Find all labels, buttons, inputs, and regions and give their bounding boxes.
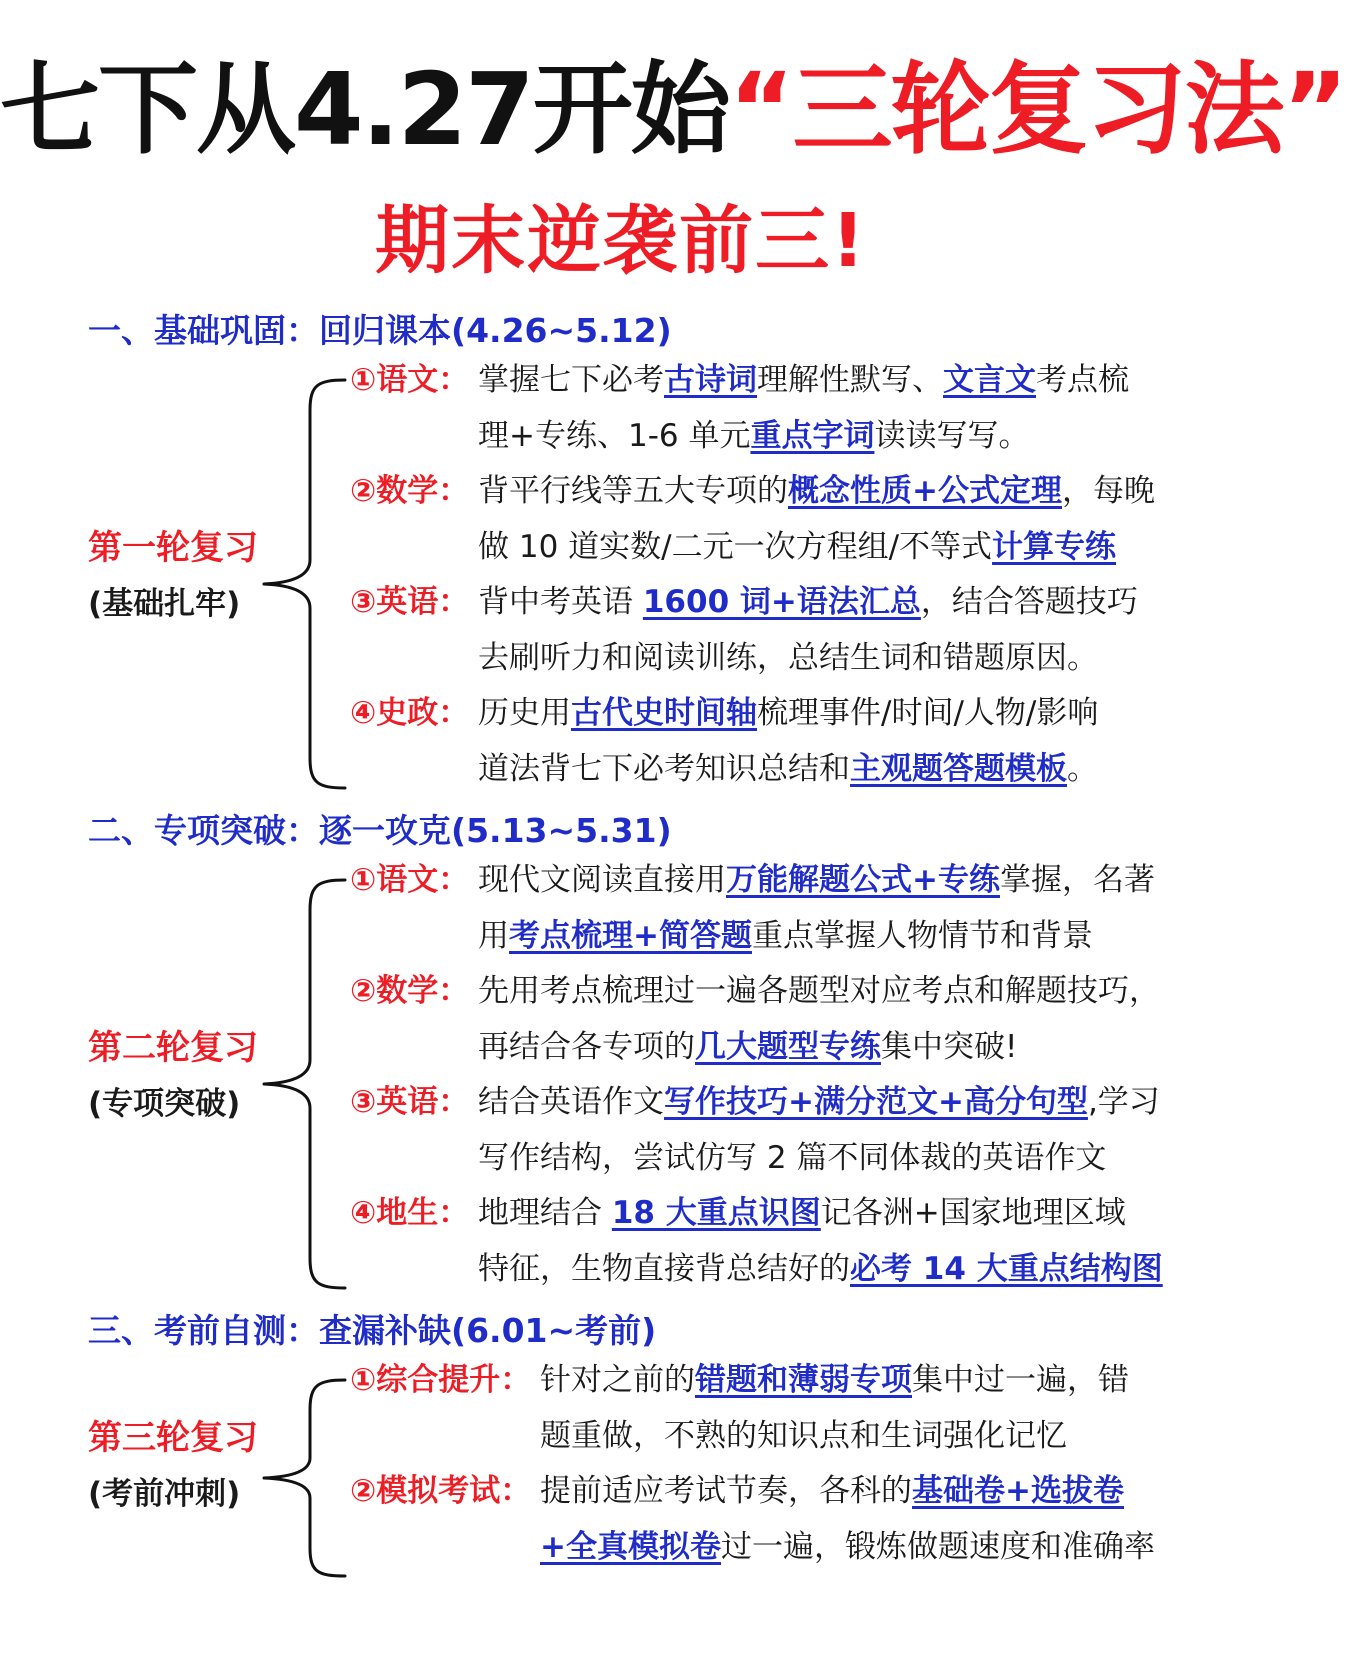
item-line xyxy=(478,416,1029,456)
round-subtitle: (专项突破) xyxy=(88,1086,241,1122)
subject-label: ②数学： xyxy=(350,473,470,509)
text-segment: 特征，生物直接背总结好的 xyxy=(478,1251,850,1287)
text-segment: 过一遍，锻炼做题速度和准确率 xyxy=(720,1529,1155,1565)
text-segment: 背中考英语 xyxy=(478,584,643,620)
text-segment: ，结合答题技巧 xyxy=(920,584,1138,620)
text-segment: 写作结构，尝试仿写 2 篇不同体裁的英语作文 xyxy=(478,1140,1107,1176)
text-segment: 历史用 xyxy=(478,695,571,731)
highlight-keyword: 1600 词+语法汇总 xyxy=(642,584,921,620)
section-heading: 二、专项突破：逐一攻克(5.13~5.31) xyxy=(88,811,672,850)
subject-label: ③英语： xyxy=(350,584,470,620)
item-line xyxy=(478,527,1116,567)
title-highlight: “三轮复习法” xyxy=(728,51,1346,168)
highlight-keyword: 概念性质+公式定理 xyxy=(788,473,1062,509)
subject-label: ①语文： xyxy=(350,862,470,898)
subject-label: ①语文： xyxy=(350,362,470,398)
round-title: 第三轮复习 xyxy=(88,1418,258,1458)
subject-label: ④史政： xyxy=(350,695,470,731)
item-line xyxy=(478,360,1129,400)
item-line xyxy=(478,860,1155,900)
item-line xyxy=(478,582,1138,622)
item-line xyxy=(478,471,1155,511)
text-segment: 结合英语作文 xyxy=(478,1084,664,1120)
text-segment: 提前适应考试节奏，各科的 xyxy=(540,1473,912,1509)
item-line xyxy=(540,1416,1067,1456)
bracket-round-1 xyxy=(264,380,345,788)
subject-label: ②模拟考试： xyxy=(350,1473,532,1509)
highlight-keyword: 万能解题公式+专练 xyxy=(726,862,1000,898)
highlight-keyword: 主观题答题模板 xyxy=(850,751,1067,787)
highlight-keyword: 几大题型专练 xyxy=(695,1029,881,1065)
item-line xyxy=(478,1082,1160,1122)
round-title: 第一轮复习 xyxy=(88,528,258,568)
text-segment: 先用考点梳理过一遍各题型对应考点和解题技巧， xyxy=(478,973,1160,1009)
section-heading: 三、考前自测：查漏补缺(6.01~考前) xyxy=(88,1311,657,1350)
section-heading: 一、基础巩固：回归课本(4.26~5.12) xyxy=(88,311,672,350)
highlight-keyword: 古诗词 xyxy=(664,362,757,398)
text-segment: 针对之前的 xyxy=(540,1362,695,1398)
item-line xyxy=(478,916,1093,956)
highlight-keyword: 18 大重点识图 xyxy=(611,1195,821,1231)
subject-label: ④地生： xyxy=(350,1195,470,1231)
page-subtitle: 期末逆袭前三! xyxy=(375,198,867,284)
highlight-keyword: 必考 14 大重点结构图 xyxy=(850,1251,1163,1287)
text-segment: 掌握七下必考 xyxy=(478,362,664,398)
item-line xyxy=(540,1360,1129,1400)
text-segment: 理解性默写、 xyxy=(757,362,943,398)
item-line xyxy=(540,1527,1155,1567)
item-line xyxy=(478,971,1160,1011)
title-main: 七下从4.27开始 xyxy=(0,51,729,168)
text-segment: ，每晚 xyxy=(1061,473,1155,509)
highlight-keyword: 计算专练 xyxy=(992,529,1117,565)
text-segment: 。 xyxy=(1067,751,1098,787)
highlight-keyword: 古代史时间轴 xyxy=(571,695,757,731)
subject-label: ②数学： xyxy=(350,973,470,1009)
item-line xyxy=(478,1249,1163,1289)
text-segment: 题重做，不熟的知识点和生词强化记忆 xyxy=(540,1418,1067,1454)
text-segment: 记各洲+国家地理区域 xyxy=(820,1195,1126,1231)
item-line xyxy=(478,693,1098,733)
text-segment: 集中过一遍，错 xyxy=(912,1362,1129,1398)
subject-label: ③英语： xyxy=(350,1084,470,1120)
text-segment: 道法背七下必考知识总结和 xyxy=(478,751,850,787)
bracket-round-3 xyxy=(264,1380,345,1576)
item-line xyxy=(478,1027,1017,1067)
text-segment: ,学习 xyxy=(1087,1084,1160,1120)
round-subtitle: (考前冲刺) xyxy=(88,1476,241,1512)
text-segment: 理+专练、1-6 单元 xyxy=(478,418,751,454)
text-segment: 现代文阅读直接用 xyxy=(478,862,726,898)
item-line xyxy=(540,1471,1124,1511)
highlight-keyword: +全真模拟卷 xyxy=(540,1529,721,1565)
text-segment: 背平行线等五大专项的 xyxy=(478,473,788,509)
text-segment: 用 xyxy=(478,918,509,954)
text-segment: 重点掌握人物情节和背景 xyxy=(751,918,1093,954)
text-segment: 再结合各专项的 xyxy=(478,1029,695,1065)
highlight-keyword: 重点字词 xyxy=(750,418,875,454)
subject-label: ①综合提升： xyxy=(350,1362,532,1398)
text-segment: 地理结合 xyxy=(478,1195,612,1231)
text-segment: 做 10 道实数/二元一次方程组/不等式 xyxy=(478,529,993,565)
highlight-keyword: 写作技巧+满分范文+高分句型 xyxy=(664,1084,1088,1120)
round-label xyxy=(88,1020,258,1132)
text-segment: 掌握，名著 xyxy=(999,862,1155,898)
highlight-keyword: 基础卷+选拔卷 xyxy=(912,1473,1124,1509)
text-segment: 梳理事件/时间/人物/影响 xyxy=(757,695,1099,731)
highlight-keyword: 文言文 xyxy=(943,362,1036,398)
item-line xyxy=(478,1138,1106,1178)
round-label xyxy=(88,520,258,632)
item-line xyxy=(478,1193,1126,1233)
item-line xyxy=(478,638,1098,678)
text-segment: 考点梳 xyxy=(1036,362,1129,398)
highlight-keyword: 考点梳理+简答题 xyxy=(509,918,752,954)
text-segment: 读读写写。 xyxy=(874,418,1030,454)
round-title: 第二轮复习 xyxy=(88,1028,258,1068)
bracket-round-2 xyxy=(264,880,345,1288)
item-line xyxy=(478,749,1098,789)
round-subtitle: (基础扎牢) xyxy=(88,586,241,622)
text-segment: 集中突破! xyxy=(881,1029,1018,1065)
highlight-keyword: 错题和薄弱专项 xyxy=(695,1362,912,1398)
text-segment: 去刷听力和阅读训练，总结生词和错题原因。 xyxy=(478,640,1098,676)
round-label xyxy=(88,1410,258,1522)
